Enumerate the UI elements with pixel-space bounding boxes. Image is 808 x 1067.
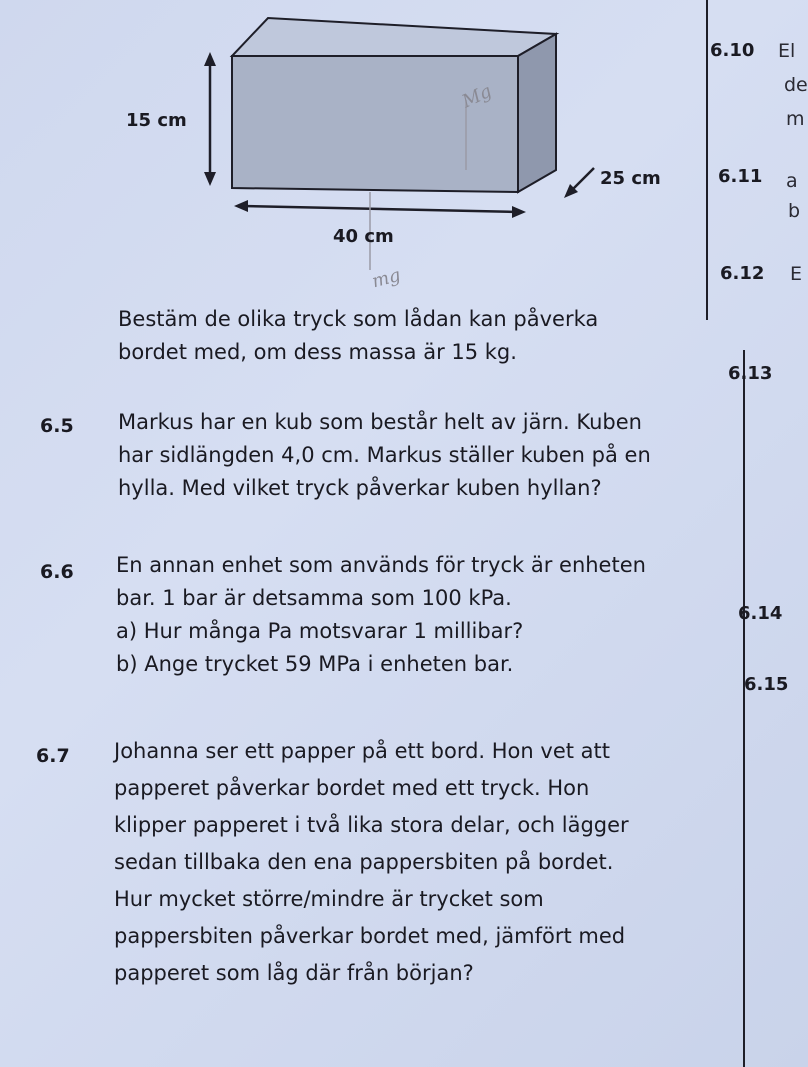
sidebar-number: 6.13	[728, 363, 773, 384]
height-label: 15 cm	[126, 110, 187, 131]
sidebar-fragment: de	[784, 74, 808, 96]
problem-number: 6.6	[40, 561, 74, 583]
width-arrow	[242, 206, 518, 212]
box-figure	[170, 10, 590, 250]
problem-number: 6.7	[36, 745, 70, 767]
sidebar-fragment: m	[786, 108, 805, 130]
problem-text: Markus har en kub som består helt av järn. Kuben har sidlängden 4,0 cm. Markus ställer kuben på en hylla. Med vilket tryck påverkar kuben hyllan?	[118, 410, 651, 500]
sidebar-number: 6.15	[744, 674, 789, 695]
sidebar-fragment: El	[778, 40, 796, 62]
handwritten-note-top: Mg	[458, 80, 495, 113]
sidebar-number: 6.10	[710, 40, 755, 61]
sidebar-fragment: a	[786, 170, 798, 192]
handwritten-note-bottom: mg	[369, 264, 403, 293]
sidebar-number: 6.12	[720, 263, 765, 284]
problem-text: Johanna ser ett papper på ett bord. Hon vet att papperet påverkar bordet med ett tryck. Hon klipper papperet i två lika stora delar, och lägger sedan tillbaka den ena pappersbiten på bordet. Hur mycket större/mindre är trycket som pappersbiten påverkar bordet med, jämfört med papperet som låg där från början?	[114, 739, 629, 985]
problem-text: En annan enhet som används för tryck är enheten bar. 1 bar är detsamma som 100 kPa. a) Hur många Pa motsvarar 1 millibar? b) Ange trycket 59 MPa i enheten bar.	[116, 553, 646, 676]
depth-label: 25 cm	[600, 168, 661, 189]
width-label: 40 cm	[333, 226, 394, 247]
sidebar-number: 6.14	[738, 603, 783, 624]
problem-number: 6.5	[40, 415, 74, 437]
sidebar-fragment: b	[788, 200, 801, 222]
sidebar-fragment: E	[790, 263, 803, 285]
column-divider-top	[706, 0, 708, 320]
intro-text: Bestäm de olika tryck som lådan kan påverka bordet med, om dess massa är 15 kg.	[118, 307, 599, 364]
sidebar-number: 6.11	[718, 166, 763, 187]
column-divider-bottom	[743, 350, 745, 1067]
